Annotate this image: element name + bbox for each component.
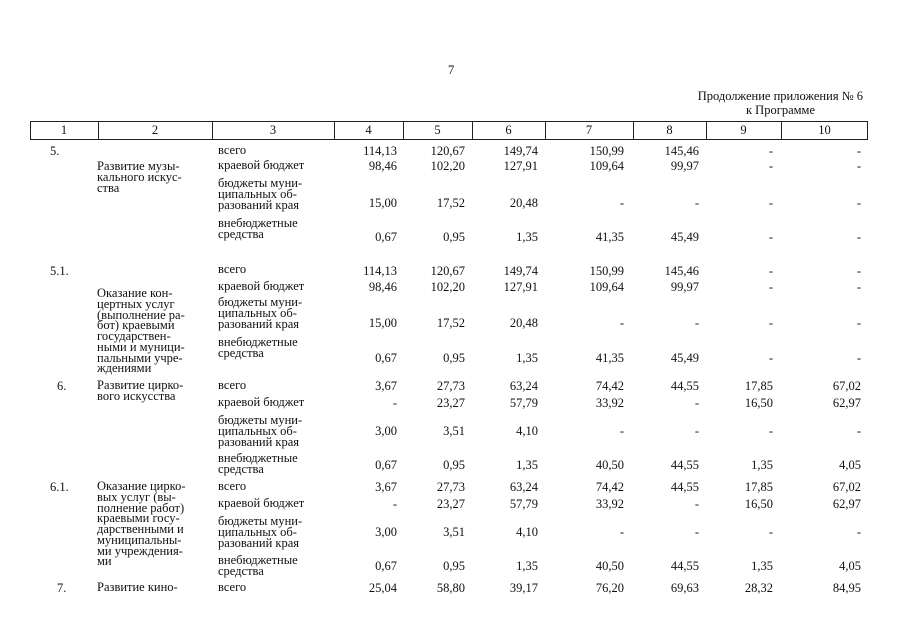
value-cell: 27,73	[436, 379, 465, 393]
funding-source: всего	[218, 378, 247, 392]
value-cell: 4,05	[839, 559, 861, 573]
value-cell: -	[619, 424, 624, 438]
value-cell: 3,00	[375, 424, 397, 438]
value-cell: -	[392, 497, 397, 511]
value-cell: -	[856, 264, 861, 278]
row-number: 7.	[57, 581, 67, 595]
header-cell-1: 1	[60, 123, 68, 137]
header-cell-7: 7	[585, 123, 593, 137]
value-cell: 4,10	[516, 424, 538, 438]
value-cell: 0,95	[443, 559, 465, 573]
value-cell: 102,20	[430, 159, 465, 173]
item-name: Оказание цирко- вых услуг (вы- полнение работ) краевыми госу- дарственными и муниципальны- ми учреждения- ми	[97, 479, 186, 569]
value-cell: 3,51	[443, 424, 465, 438]
funding-source: всего	[218, 143, 247, 157]
value-cell: -	[768, 264, 773, 278]
value-cell: 74,42	[595, 379, 624, 393]
value-cell: -	[619, 196, 624, 210]
value-cell: 63,24	[509, 480, 538, 494]
row-number: 6.1.	[50, 480, 69, 494]
value-cell: -	[856, 525, 861, 539]
value-cell: 98,46	[368, 159, 397, 173]
funding-source: бюджеты муни- ципальных об- разований края	[218, 295, 303, 331]
funding-source: краевой бюджет	[218, 395, 305, 409]
header-cell-2: 2	[151, 123, 159, 137]
value-cell: 57,79	[509, 396, 538, 410]
value-cell: 4,10	[516, 525, 538, 539]
row-number: 6.	[57, 379, 67, 393]
header-cell-10: 10	[818, 123, 831, 137]
value-cell: 84,95	[832, 581, 861, 595]
value-cell: 40,50	[595, 458, 624, 472]
value-cell: 0,95	[443, 351, 465, 365]
value-cell: 44,55	[670, 458, 699, 472]
value-cell: 1,35	[516, 351, 538, 365]
funding-source: внебюджетные средства	[218, 335, 298, 360]
value-cell: 76,20	[595, 581, 624, 595]
value-cell: -	[694, 525, 699, 539]
value-cell: 109,64	[589, 280, 624, 294]
value-cell: -	[856, 196, 861, 210]
value-cell: 0,67	[375, 351, 397, 365]
funding-source: всего	[218, 479, 247, 493]
value-cell: 1,35	[751, 559, 773, 573]
value-cell: 45,49	[670, 230, 699, 244]
value-cell: 1,35	[516, 559, 538, 573]
value-cell: 20,48	[509, 316, 538, 330]
value-cell: 17,85	[744, 379, 773, 393]
item-name: Развитие цирко- вого искусства	[97, 378, 184, 403]
value-cell: 63,24	[509, 379, 538, 393]
continuation-line-1: Продолжение приложения № 6	[697, 89, 863, 103]
value-cell: 45,49	[670, 351, 699, 365]
value-cell: -	[694, 316, 699, 330]
funding-source: краевой бюджет	[218, 279, 305, 293]
item-name: Оказание кон- цертных услуг (выполнение ра- бот) краевыми государствен- ными и муници- пальными учре- ждениями	[97, 286, 185, 376]
value-cell: 0,67	[375, 230, 397, 244]
value-cell: 62,97	[832, 497, 861, 511]
value-cell: 1,35	[751, 458, 773, 472]
value-cell: 3,67	[375, 480, 397, 494]
continuation-line-2: к Программе	[745, 103, 815, 117]
value-cell: 149,74	[503, 144, 538, 158]
value-cell: 44,55	[670, 559, 699, 573]
value-cell: -	[768, 159, 773, 173]
value-cell: 99,97	[670, 159, 699, 173]
funding-source: всего	[218, 580, 247, 594]
value-cell: 120,67	[430, 264, 465, 278]
value-cell: -	[619, 316, 624, 330]
funding-source: краевой бюджет	[218, 496, 305, 510]
value-cell: 44,55	[670, 379, 699, 393]
value-cell: 28,32	[744, 581, 773, 595]
value-cell: 57,79	[509, 497, 538, 511]
value-cell: 33,92	[595, 396, 624, 410]
value-cell: 149,74	[503, 264, 538, 278]
funding-source: всего	[218, 262, 247, 276]
item-name: Развитие музы- кального искус- ства	[97, 159, 182, 195]
value-cell: -	[856, 144, 861, 158]
value-cell: 44,55	[670, 480, 699, 494]
value-cell: 1,35	[516, 458, 538, 472]
value-cell: 67,02	[832, 379, 861, 393]
value-cell: 114,13	[363, 264, 397, 278]
value-cell: 62,97	[832, 396, 861, 410]
value-cell: 99,97	[670, 280, 699, 294]
value-cell: 145,46	[664, 264, 699, 278]
value-cell: -	[768, 525, 773, 539]
value-cell: 1,35	[516, 230, 538, 244]
value-cell: -	[768, 316, 773, 330]
value-cell: 23,27	[436, 497, 465, 511]
value-cell: 3,00	[375, 525, 397, 539]
value-cell: 40,50	[595, 559, 624, 573]
value-cell: -	[856, 280, 861, 294]
value-cell: -	[768, 280, 773, 294]
value-cell: -	[768, 196, 773, 210]
value-cell: 0,67	[375, 559, 397, 573]
value-cell: 0,95	[443, 230, 465, 244]
funding-source: бюджеты муни- ципальных об- разований края	[218, 514, 303, 550]
value-cell: 17,52	[436, 196, 465, 210]
value-cell: 33,92	[595, 497, 624, 511]
value-cell: -	[694, 196, 699, 210]
value-cell: 27,73	[436, 480, 465, 494]
value-cell: -	[392, 396, 397, 410]
value-cell: 16,50	[744, 396, 773, 410]
funding-source: внебюджетные средства	[218, 451, 298, 476]
value-cell: 114,13	[363, 144, 397, 158]
row-number: 5.	[50, 144, 60, 158]
value-cell: 0,95	[443, 458, 465, 472]
funding-source: внебюджетные средства	[218, 216, 298, 241]
value-cell: 102,20	[430, 280, 465, 294]
value-cell: 23,27	[436, 396, 465, 410]
value-cell: -	[856, 230, 861, 244]
value-cell: 3,51	[443, 525, 465, 539]
value-cell: -	[856, 351, 861, 365]
value-cell: 41,35	[595, 351, 624, 365]
value-cell: -	[768, 230, 773, 244]
value-cell: -	[856, 316, 861, 330]
value-cell: 150,99	[589, 264, 624, 278]
value-cell: -	[768, 424, 773, 438]
value-cell: -	[694, 497, 699, 511]
value-cell: -	[768, 351, 773, 365]
funding-source: бюджеты муни- ципальных об- разований края	[218, 413, 303, 449]
value-cell: 0,67	[375, 458, 397, 472]
value-cell: 39,17	[509, 581, 538, 595]
value-cell: 127,91	[503, 280, 538, 294]
page-number: 7	[448, 63, 455, 77]
header-cell-5: 5	[434, 123, 441, 137]
value-cell: 150,99	[589, 144, 624, 158]
value-cell: 127,91	[503, 159, 538, 173]
item-name: Развитие кино-	[97, 580, 178, 594]
value-cell: 3,67	[375, 379, 397, 393]
value-cell: 16,50	[744, 497, 773, 511]
value-cell: 25,04	[368, 581, 397, 595]
funding-source: внебюджетные средства	[218, 553, 298, 578]
value-cell: 69,63	[670, 581, 699, 595]
value-cell: -	[768, 144, 773, 158]
funding-source: краевой бюджет	[218, 158, 305, 172]
value-cell: -	[694, 424, 699, 438]
value-cell: 4,05	[839, 458, 861, 472]
value-cell: 15,00	[368, 196, 397, 210]
header-cell-3: 3	[269, 123, 277, 137]
value-cell: -	[694, 396, 699, 410]
value-cell: -	[856, 424, 861, 438]
value-cell: 67,02	[832, 480, 861, 494]
header-cell-9: 9	[740, 123, 747, 137]
header-cell-4: 4	[365, 123, 372, 137]
header-cell-8: 8	[666, 123, 673, 137]
funding-source: бюджеты муни- ципальных об- разований края	[218, 176, 303, 212]
value-cell: 58,80	[436, 581, 465, 595]
value-cell: 15,00	[368, 316, 397, 330]
value-cell: 120,67	[430, 144, 465, 158]
value-cell: 98,46	[368, 280, 397, 294]
value-cell: 74,42	[595, 480, 624, 494]
value-cell: 17,85	[744, 480, 773, 494]
value-cell: 41,35	[595, 230, 624, 244]
value-cell: 17,52	[436, 316, 465, 330]
value-cell: -	[619, 525, 624, 539]
value-cell: -	[856, 159, 861, 173]
value-cell: 20,48	[509, 196, 538, 210]
value-cell: 109,64	[589, 159, 624, 173]
header-cell-6: 6	[505, 123, 512, 137]
value-cell: 145,46	[664, 144, 699, 158]
row-number: 5.1.	[50, 264, 69, 278]
